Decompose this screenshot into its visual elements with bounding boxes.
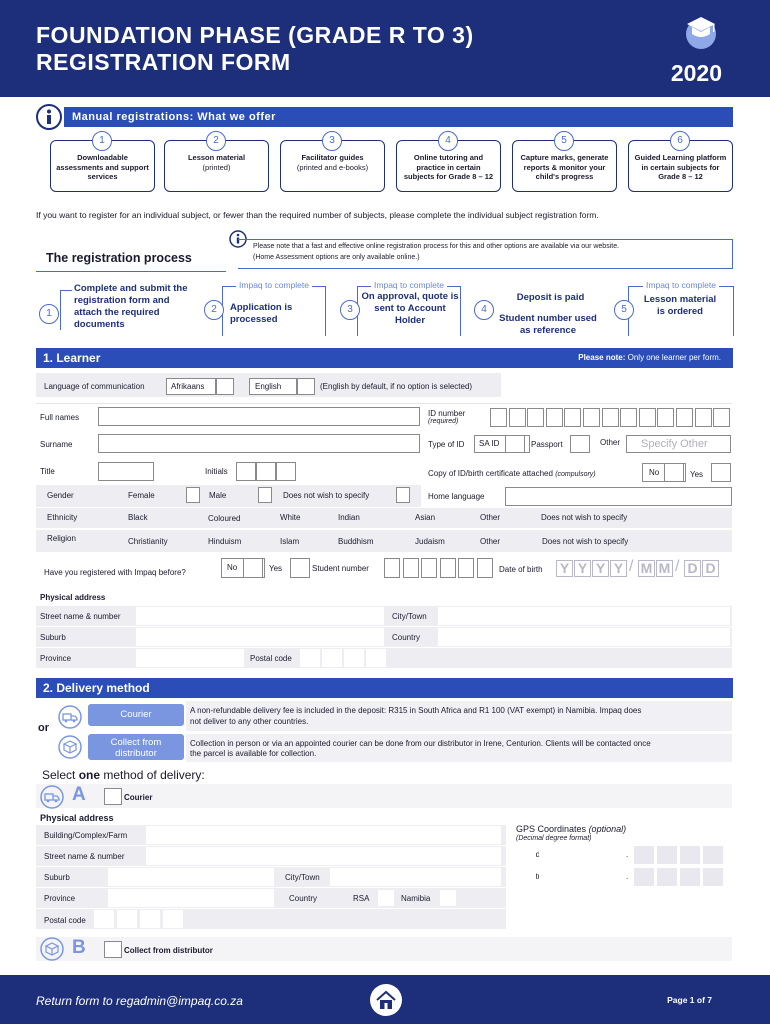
offer-label: Lesson material	[187, 153, 246, 162]
hinduism-label: Hinduism	[208, 537, 242, 546]
copy-id-yes-label: Yes	[690, 470, 704, 479]
gps-digit-cell[interactable]	[539, 868, 559, 886]
step-5-text: Lesson material is ordered	[643, 294, 717, 317]
delivery-physical-address-label: Physical address	[40, 813, 114, 823]
step-3-text: On approval, quote is sent to Account Holder	[361, 291, 459, 326]
id-digit-cell[interactable]	[527, 408, 544, 427]
building-input[interactable]	[146, 826, 501, 844]
gps-digit-cell[interactable]	[657, 868, 677, 886]
info-icon	[36, 104, 62, 130]
option-b-label: Collect from distributor	[124, 946, 213, 955]
compulsory-note: (compulsory)	[555, 471, 596, 478]
courier-truck-icon	[58, 705, 82, 729]
offers-bar: Manual registrations: What we offer	[64, 107, 733, 127]
sa-id-option[interactable]: SA ID	[474, 435, 530, 453]
registered-yes-checkbox[interactable]	[290, 558, 310, 578]
offer-sub: (printed and e-books)	[296, 162, 369, 172]
delivery-city-input[interactable]	[330, 868, 501, 886]
ethnicity-other-label: Other	[480, 513, 501, 522]
home-school-icon	[369, 983, 403, 1017]
form-title	[36, 22, 474, 76]
islam-label: Islam	[280, 537, 300, 546]
form-year: 2020	[670, 60, 722, 86]
id-digit-cell[interactable]	[695, 408, 712, 427]
black-label: Black	[128, 513, 148, 522]
gps-digit-cell[interactable]	[585, 868, 605, 886]
process-info-line-2: (Home Assessment options are only available online.)	[253, 254, 420, 261]
home-language-label: Home language	[428, 492, 485, 501]
dob-cell[interactable]: Y	[610, 560, 627, 577]
collect-box-icon	[58, 735, 82, 759]
option-b-letter: B	[72, 937, 86, 958]
male-checkbox[interactable]	[258, 487, 272, 503]
delivery-province-label: Province	[44, 894, 76, 903]
graduation-cap-logo-icon	[683, 14, 719, 50]
delivery-postal-cell-3[interactable]	[140, 910, 160, 928]
gps-digit-cell[interactable]	[703, 868, 723, 886]
id-digit-cell[interactable]	[657, 408, 674, 427]
delivery-postal-cell-2[interactable]	[117, 910, 137, 928]
province-input[interactable]	[136, 649, 244, 667]
gps-digit-cell[interactable]	[516, 868, 536, 886]
select-post: method of delivery:	[100, 768, 205, 782]
id-digit-cell[interactable]	[676, 408, 693, 427]
copy-id-label	[428, 469, 596, 478]
afrikaans-option[interactable]: Afrikaans	[166, 378, 216, 395]
delivery-postal-label: Postal code	[44, 916, 86, 925]
id-digit-cell[interactable]	[639, 408, 656, 427]
copy-id-text: Copy of ID/birth certificate attached	[428, 469, 553, 478]
gps-digit-cell[interactable]	[608, 868, 628, 886]
student-number-cell[interactable]	[403, 558, 419, 578]
id-digit-cell[interactable]	[546, 408, 563, 427]
bracket	[60, 290, 72, 330]
id-digit-cell[interactable]	[602, 408, 619, 427]
option-a-label: Courier	[124, 793, 153, 802]
dob-cell[interactable]: D	[684, 560, 701, 577]
specify-other-input[interactable]: Specify Other	[626, 435, 731, 453]
female-label: Female	[128, 491, 155, 500]
other-id-label: Other	[600, 438, 621, 447]
offer-label: Online tutoring and practice in certain subjects for Grade 8 – 12	[403, 153, 494, 181]
initial-1-input[interactable]	[236, 462, 256, 481]
page-number: Page 1 of 7	[667, 995, 712, 1005]
buddhism-label: Buddhism	[338, 537, 374, 546]
building-label: Building/Complex/Farm	[44, 831, 128, 840]
registered-no-option[interactable]: No	[221, 558, 265, 578]
passport-checkbox[interactable]	[570, 435, 590, 453]
type-of-id-label: Type of ID	[428, 440, 465, 449]
collect-desc-line-2: the parcel is available for collection.	[190, 749, 317, 758]
namibia-checkbox[interactable]	[440, 890, 456, 906]
impaq-frame-label: Impaq to complete	[371, 280, 447, 290]
gender-unspecified-checkbox[interactable]	[396, 487, 410, 503]
religion-label: Religion	[47, 534, 76, 543]
asian-label: Asian	[415, 513, 436, 522]
registered-yes-label: Yes	[269, 564, 283, 573]
process-info-box	[238, 239, 733, 269]
student-number-cell[interactable]	[421, 558, 437, 578]
judaism-label: Judaism	[415, 537, 445, 546]
courier-desc-line-2: not deliver to any other countries.	[190, 717, 309, 726]
option-b-checkbox[interactable]	[104, 941, 122, 958]
afrikaans-checkbox[interactable]	[216, 378, 234, 395]
offer-number-1: 1	[92, 131, 112, 151]
offer-label: Downloadable assessments and support services	[56, 153, 149, 181]
dob-cell[interactable]: M	[638, 560, 655, 577]
dob-separator: /	[675, 558, 680, 575]
decimal-point: .	[626, 850, 629, 859]
offer-sub: (printed)	[202, 162, 231, 172]
namibia-label: Namibia	[401, 894, 431, 903]
delivery-street-label: Street name & number	[44, 852, 125, 861]
gps-optional: (optional)	[588, 824, 627, 834]
dob-cell[interactable]: Y	[574, 560, 591, 577]
delivery-postal-cell-1[interactable]	[94, 910, 114, 928]
step-1-text: Complete and submit the registration form and attach the required documents	[74, 283, 188, 330]
surname-input[interactable]	[98, 434, 420, 453]
initial-3-input[interactable]	[276, 462, 296, 481]
divider	[36, 271, 226, 272]
gps-digit-cell[interactable]	[703, 846, 723, 864]
dob-cell[interactable]: M	[656, 560, 673, 577]
postal-code-label: Postal code	[250, 654, 292, 663]
collect-tab: Collect from distributor	[88, 734, 184, 760]
copy-id-no-checkbox[interactable]	[664, 463, 684, 482]
student-number-cell[interactable]	[477, 558, 493, 578]
offer-number-6: 6	[670, 131, 690, 151]
christianity-label: Christianity	[128, 537, 168, 546]
learner-note-rest: Only one learner per form.	[625, 353, 721, 362]
step-4-text-2: Student number used as reference	[499, 313, 597, 336]
rsa-label: RSA	[353, 894, 370, 903]
collect-box-icon	[40, 937, 64, 961]
gps-digit-cell[interactable]	[516, 846, 536, 864]
step-1-number: 1	[39, 304, 59, 324]
title-label: Title	[40, 467, 55, 476]
learner-bar-label: 1. Learner	[43, 351, 101, 365]
learner-note-bold: Please note:	[578, 353, 626, 362]
postal-cell-1[interactable]	[300, 649, 320, 667]
delivery-city-label: City/Town	[285, 873, 320, 882]
impaq-frame-label: Impaq to complete	[643, 280, 719, 290]
city-label: City/Town	[392, 612, 427, 621]
gps-note: (Decimal degree format)	[516, 835, 592, 842]
process-info-line-1: Please note that a fast and effective online registration process for this and other options are available via our website.	[253, 243, 620, 250]
select-method-label	[42, 768, 205, 782]
decimal-point: .	[626, 872, 629, 881]
select-pre: Select	[42, 768, 79, 782]
suburb-label: Suburb	[40, 633, 66, 642]
street-label: Street name & number	[40, 612, 121, 621]
step-4-number: 4	[474, 300, 494, 320]
delivery-province-input[interactable]	[108, 889, 274, 907]
offer-number-2: 2	[206, 131, 226, 151]
country-label: Country	[392, 633, 421, 642]
select-bold: one	[78, 768, 101, 782]
surname-label: Surname	[40, 440, 73, 449]
gps-text: GPS Coordinates	[516, 824, 587, 834]
delivery-postal-cell-4[interactable]	[163, 910, 183, 928]
courier-tab: Courier	[88, 704, 184, 726]
gps-digit-cell[interactable]	[680, 846, 700, 864]
english-option[interactable]: English	[249, 378, 297, 395]
return-email: Return form to regadmin@impaq.co.za	[36, 994, 243, 1008]
title-line-2: REGISTRATION FORM	[36, 49, 291, 75]
courier-desc-line-1: A non-refundable delivery fee is included in the deposit: R315 in South Africa and R1 100 (VAT exempt) in Namibia. Impaq does	[190, 706, 642, 715]
gender-unspecified-label: Does not wish to specify	[283, 491, 370, 500]
delivery-suburb-label: Suburb	[44, 873, 70, 882]
postal-cell-2[interactable]	[322, 649, 342, 667]
delivery-country-label: Country	[289, 894, 318, 903]
id-digit-cell[interactable]	[490, 408, 507, 427]
gps-digit-cell[interactable]	[634, 846, 654, 864]
individual-subject-note: If you want to register for an individual subject, or fewer than the required number of subjects, please complete the individual subject registration form.	[36, 210, 599, 220]
student-number-cell[interactable]	[440, 558, 456, 578]
title-line-1: FOUNDATION PHASE (GRADE R TO 3)	[36, 22, 474, 48]
offer-label: Guided Learning platform in certain subjects for Grade 8 – 12	[634, 153, 727, 181]
full-names-input[interactable]	[98, 407, 420, 426]
offer-number-5: 5	[554, 131, 574, 151]
offer-label: Facilitator guides	[301, 153, 364, 162]
impaq-frame-label: Impaq to complete	[236, 280, 312, 290]
religion-other-label: Other	[480, 537, 501, 546]
gps-digit-cell[interactable]	[585, 846, 605, 864]
student-number-cell[interactable]	[384, 558, 400, 578]
coloured-label: Coloured	[208, 514, 241, 523]
registered-no-checkbox[interactable]	[243, 558, 263, 578]
gps-digit-cell[interactable]	[539, 846, 559, 864]
id-digit-cell[interactable]	[620, 408, 637, 427]
sa-id-checkbox[interactable]	[505, 435, 525, 453]
passport-label: Passport	[531, 440, 563, 449]
city-input[interactable]	[438, 607, 730, 625]
english-checkbox[interactable]	[297, 378, 315, 395]
divider	[36, 403, 732, 404]
rsa-checkbox[interactable]	[378, 890, 394, 906]
indian-label: Indian	[338, 513, 360, 522]
offer-number-4: 4	[438, 131, 458, 151]
gps-digit-cell[interactable]	[562, 868, 582, 886]
delivery-street-input[interactable]	[146, 847, 501, 865]
copy-id-yes-checkbox[interactable]	[711, 463, 731, 482]
initials-label: Initials	[205, 467, 228, 476]
full-names-label: Full names	[40, 413, 80, 422]
option-a-checkbox[interactable]	[104, 788, 122, 805]
collect-desc-line-1: Collection in person or via an appointed courier can be done from our distributor in Irene, Centurion. Clients will be contacted once	[190, 739, 651, 748]
step-2-number: 2	[204, 300, 224, 320]
learner-bar	[36, 348, 733, 368]
step-5-number: 5	[614, 300, 634, 320]
religion-unspecified-label: Does not wish to specify	[542, 537, 629, 546]
gps-digit-cell[interactable]	[562, 846, 582, 864]
country-input[interactable]	[438, 628, 730, 646]
gps-label	[516, 824, 626, 834]
id-digit-cell[interactable]	[713, 408, 730, 427]
street-input[interactable]	[136, 607, 384, 625]
step-4-text: Deposit is paid	[516, 292, 585, 303]
page-header	[0, 0, 770, 97]
offer-number-3: 3	[322, 131, 342, 151]
language-note: (English by default, if no option is selected)	[320, 382, 473, 391]
id-digit-cell[interactable]	[509, 408, 526, 427]
postal-cell-4[interactable]	[366, 649, 386, 667]
language-label: Language of communication	[44, 382, 145, 391]
postal-cell-3[interactable]	[344, 649, 364, 667]
ethnicity-unspecified-label: Does not wish to specify	[541, 513, 628, 522]
male-label: Male	[209, 491, 227, 500]
gps-digit-cell[interactable]	[680, 868, 700, 886]
id-digit-cell[interactable]	[583, 408, 600, 427]
gps-digit-cell[interactable]	[657, 846, 677, 864]
physical-address-label: Physical address	[40, 593, 106, 602]
student-number-label: Student number	[312, 564, 369, 573]
student-number-cell[interactable]	[458, 558, 474, 578]
page-footer	[0, 975, 770, 1024]
delivery-suburb-input[interactable]	[108, 868, 274, 886]
title-input[interactable]	[98, 462, 154, 481]
home-language-input[interactable]	[505, 487, 732, 506]
option-a-letter: A	[72, 784, 86, 805]
learner-note	[578, 353, 721, 362]
step-3-number: 3	[340, 300, 360, 320]
registered-before-label: Have you registered with Impaq before?	[44, 568, 186, 577]
courier-truck-icon	[40, 785, 64, 809]
gps-digit-cell[interactable]	[608, 846, 628, 864]
or-label: or	[38, 722, 49, 734]
dob-cell[interactable]: Y	[556, 560, 573, 577]
date-of-birth-label: Date of birth	[499, 565, 543, 574]
gender-label: Gender	[47, 491, 74, 500]
suburb-input[interactable]	[136, 628, 384, 646]
white-label: White	[280, 513, 301, 522]
initial-2-input[interactable]	[256, 462, 276, 481]
dob-cell[interactable]: Y	[592, 560, 609, 577]
female-checkbox[interactable]	[186, 487, 200, 503]
id-number-label: ID number	[428, 409, 466, 418]
delivery-bar: 2. Delivery method	[36, 678, 733, 698]
gps-digit-cell[interactable]	[634, 868, 654, 886]
dob-cell[interactable]: D	[702, 560, 719, 577]
id-digit-cell[interactable]	[564, 408, 581, 427]
offer-label: Capture marks, generate reports & monitor your child's progress	[520, 153, 609, 181]
ethnicity-label: Ethnicity	[47, 513, 78, 522]
dob-separator: /	[629, 558, 634, 575]
province-label: Province	[40, 654, 72, 663]
process-title: The registration process	[46, 251, 192, 265]
copy-id-no-option[interactable]: No	[642, 463, 686, 482]
id-required-note: (required)	[428, 418, 459, 425]
step-2-text: Application is processed	[230, 302, 293, 325]
